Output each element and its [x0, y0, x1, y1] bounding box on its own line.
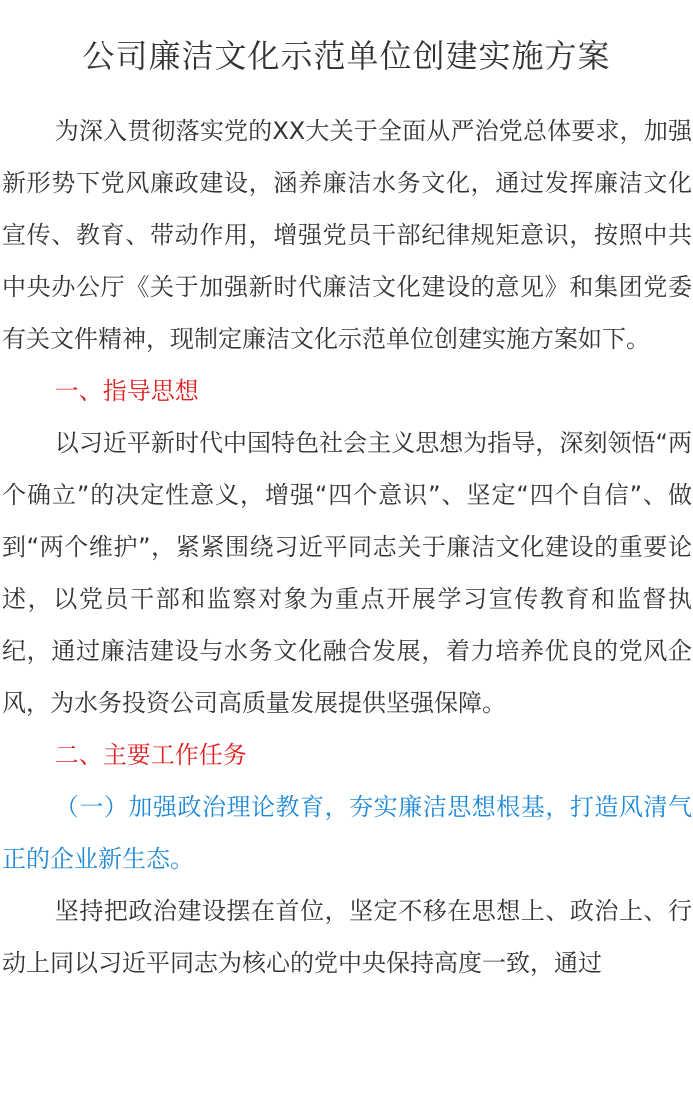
political-education-paragraph: 坚持把政治建设摆在首位，坚定不移在思想上、政治上、行动上同以习近平同志为核心的党中央保持高度一致，通过: [2, 897, 692, 977]
section-heading-main-tasks: 二、主要工作任务: [54, 741, 247, 769]
intro-paragraph: 为深入贯彻落实党的XX大关于全面从严治党总体要求，加强新形势下党风廉政建设，涵养廉洁水务文化，通过发挥廉洁文化宣传、教育、带动作用，增强党员干部纪律规矩意识，按照中共中央办公厅《关于加强新时代廉洁文化建设的意见》和集团党委有关文件精神，现制定廉洁文化示范单位创建实施方案如下。: [2, 117, 692, 353]
guiding-ideology-paragraph: 以习近平新时代中国特色社会主义思想为指导，深刻领悟“两个确立”的决定性意义，增强“四个意识”、坚定“四个自信”、做到“两个维护”，紧紧围绕习近平同志关于廉洁文化建设的重要论述，以党员干部和监察对象为重点开展学习宣传教育和监督执纪，通过廉洁建设与水务文化融合发展，着力培养优良的党风企风，为水务投资公司高质量发展提供坚强保障。: [2, 429, 692, 717]
document-body: [2, 105, 692, 989]
subsection-heading-political-education: （一）加强政治理论教育，夯实廉洁思想根基，打造风清气正的企业新生态。: [2, 793, 692, 873]
document-title: 公司廉洁文化示范单位创建实施方案: [82, 37, 611, 75]
section-heading-guiding-ideology: 一、指导思想: [54, 377, 199, 405]
